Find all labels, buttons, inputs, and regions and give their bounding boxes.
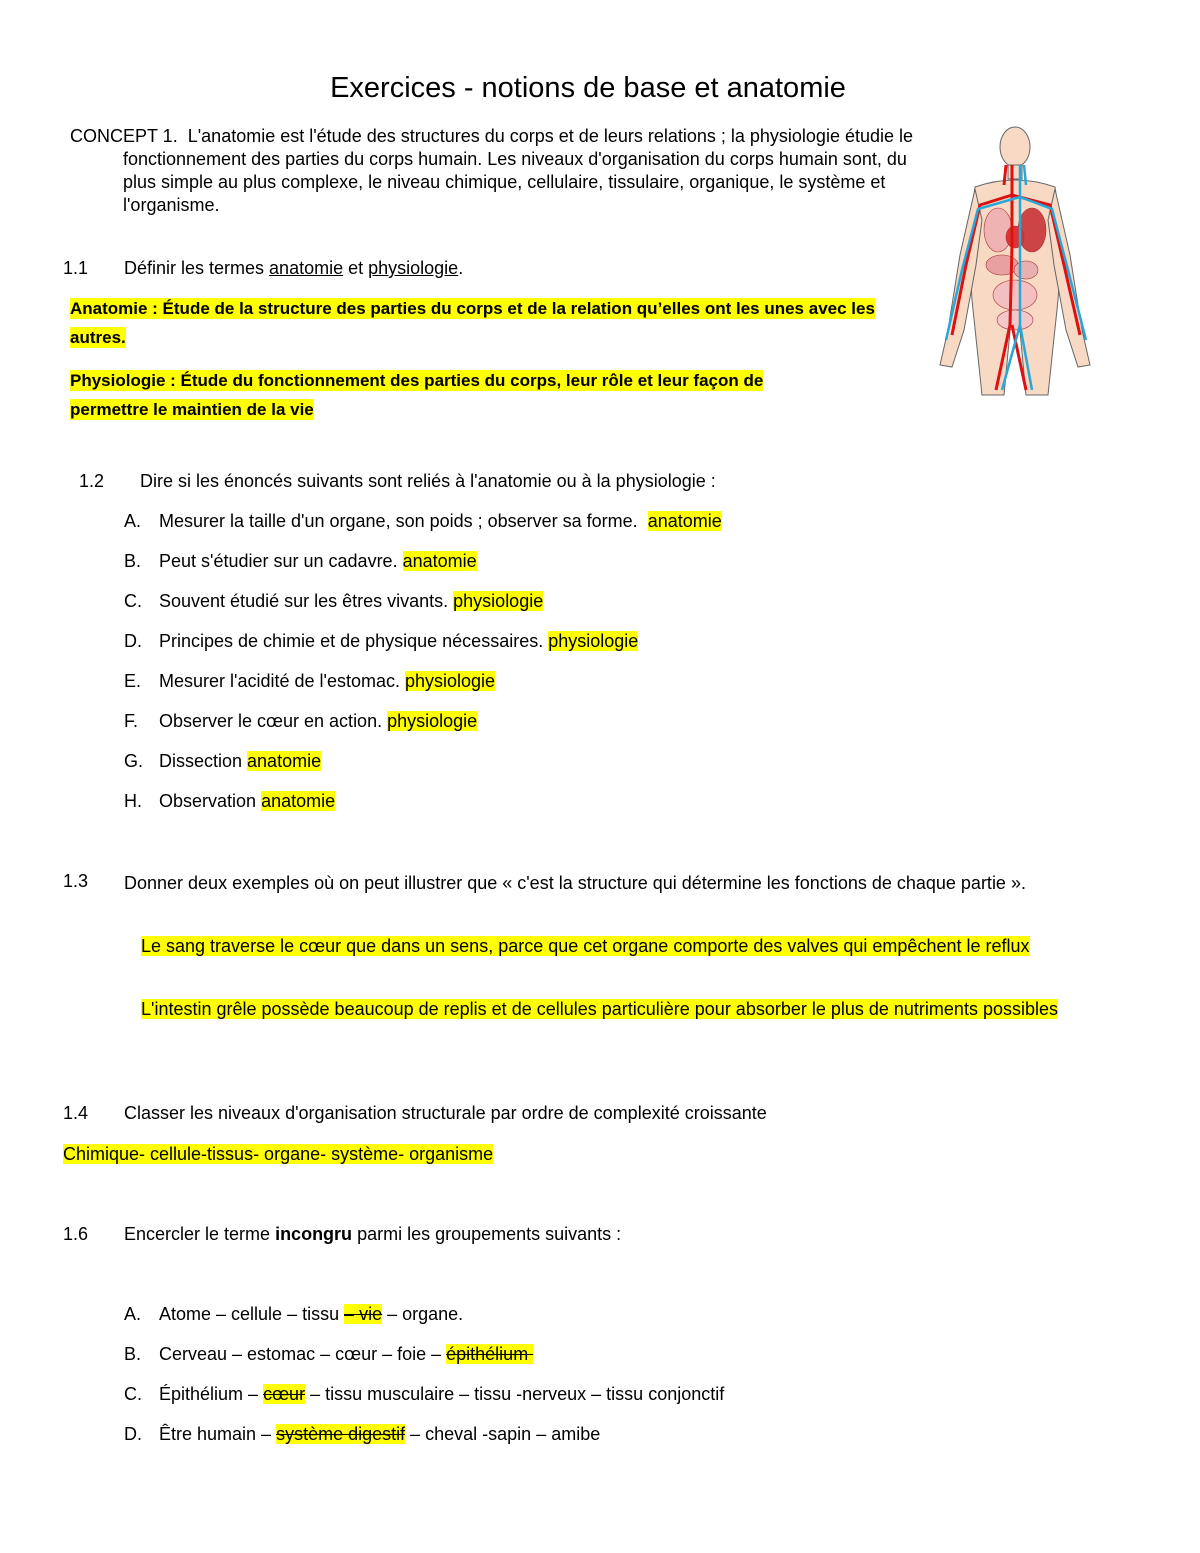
group-text: – organe. — [382, 1304, 464, 1324]
human-circulatory-system-icon — [930, 125, 1100, 400]
list-item-letter: E. — [124, 671, 142, 691]
answer-1-3-b — [141, 997, 1071, 1022]
question-1-2-number: 1.2 — [79, 471, 105, 491]
keyword-incongru: incongru — [275, 1224, 353, 1244]
question-1-4-text: Classer les niveaux d'organisation structurale par ordre de complexité croissante — [124, 1103, 767, 1123]
question-1-3-text: Donner deux exemples où on peut illustrer que « c'est la structure qui détermine les fonctions de chaque partie ». — [124, 873, 1026, 893]
list-item — [159, 551, 477, 572]
list-item-letter: A. — [124, 511, 142, 531]
statement-text: Mesurer la taille d'un organe, son poids ; observer sa forme. — [159, 511, 648, 531]
answer-highlight: physiologie — [548, 631, 639, 651]
group-text: Atome – cellule – tissu — [159, 1304, 345, 1324]
list-item — [159, 1424, 600, 1445]
statement-text: Peut s'étudier sur un cadavre. — [159, 551, 403, 571]
question-text: et — [343, 258, 369, 278]
struck-incongru-term: épithélium — [446, 1344, 534, 1364]
list-item — [159, 511, 722, 532]
statement-text: Observer le cœur en action. — [159, 711, 388, 731]
answer-highlight: physiologie — [404, 671, 496, 691]
list-item — [159, 631, 638, 652]
question-1-4-number: 1.4 — [63, 1103, 89, 1123]
group-text: Être humain – — [159, 1424, 277, 1444]
list-item — [159, 1344, 533, 1365]
question-1-6-text — [124, 1224, 621, 1245]
list-item-letter: D. — [124, 1424, 142, 1444]
struck-incongru-term: cœur — [263, 1384, 306, 1404]
statement-text: Observation — [159, 791, 262, 811]
list-item-letter: H. — [124, 791, 142, 811]
term-anatomie: anatomie — [269, 258, 344, 278]
group-text: Épithélium – — [159, 1384, 264, 1404]
question-1-3-number: 1.3 — [63, 871, 89, 891]
list-item-letter: G. — [124, 751, 144, 771]
concept-text: L'anatomie est l'étude des structures du corps et de leurs relations ; la physiologie étudie le fonctionnement des parties du corps humain. Les niveaux d'organisation du corps humain sont, du plus simple au plus complexe, le niveau chimique, cellulaire, tissulaire, organique, le système et l'organisme. — [123, 126, 914, 215]
term-physiologie: physiologie — [368, 258, 459, 278]
struck-incongru-term: système digestif — [276, 1424, 406, 1444]
concept-lead: CONCEPT 1. — [70, 126, 178, 146]
struck-incongru-term: – vie — [344, 1304, 383, 1324]
answer-anatomie — [70, 294, 920, 352]
list-item-letter: C. — [124, 591, 142, 611]
question-text: parmi les groupements suivants : — [352, 1224, 622, 1244]
answer-text: L'intestin grêle possède beaucoup de replis et de cellules particulière pour absorber le plus de nutriments possibles — [141, 999, 1058, 1019]
statement-text: Souvent étudié sur les êtres vivants. — [159, 591, 454, 611]
question-text: Encercler le terme — [124, 1224, 276, 1244]
statement-text: Mesurer l'acidité de l'estomac. — [159, 671, 405, 691]
answer-1-4 — [63, 1144, 493, 1165]
list-item-letter: D. — [124, 631, 142, 651]
list-item — [159, 711, 477, 732]
question-1-2-text: Dire si les énoncés suivants sont reliés à l'anatomie ou à la physiologie : — [140, 471, 716, 491]
question-text: . — [458, 258, 464, 278]
group-text: – cheval -sapin – amibe — [405, 1424, 601, 1444]
question-1-6-number: 1.6 — [63, 1224, 89, 1244]
list-item-letter: B. — [124, 551, 142, 571]
answer-highlight: physiologie — [453, 591, 544, 611]
list-item — [159, 1384, 724, 1405]
list-item-letter: A. — [124, 1304, 142, 1324]
answer-highlight: physiologie — [387, 711, 478, 731]
question-1-1 — [63, 258, 88, 279]
list-item — [159, 591, 543, 612]
answer-highlight: anatomie — [247, 751, 322, 771]
question-number: 1.1 — [63, 258, 89, 278]
list-item — [159, 671, 495, 692]
answer-1-3-a — [141, 934, 1071, 959]
answer-highlight: anatomie — [647, 511, 722, 531]
list-item — [159, 1304, 463, 1325]
list-item — [159, 791, 335, 812]
list-item-letter: F. — [124, 711, 139, 731]
concept-paragraph — [70, 125, 915, 217]
question-1-1-text — [124, 258, 463, 279]
list-item — [159, 751, 321, 772]
question-text: Définir les termes — [124, 258, 270, 278]
answer-text: Anatomie : Étude de la structure des parties du corps et de la relation qu’elles ont les unes avec les autres. — [70, 299, 875, 347]
list-item-letter: B. — [124, 1344, 142, 1364]
page-title: Exercices - notions de base et anatomie — [330, 72, 846, 104]
answer-highlight: anatomie — [402, 551, 477, 571]
answer-highlight: anatomie — [261, 791, 336, 811]
group-text: – tissu musculaire – tissu -nerveux – tissu conjonctif — [305, 1384, 725, 1404]
answer-physiologie — [70, 366, 840, 424]
answer-text: Physiologie : Étude du fonctionnement des parties du corps, leur rôle et leur façon de permettre le maintien de la vie — [70, 371, 764, 419]
answer-text: Le sang traverse le cœur que dans un sens, parce que cet organe comporte des valves qui empêchent le reflux — [141, 936, 1030, 956]
list-item-letter: C. — [124, 1384, 142, 1404]
group-text: Cerveau – estomac – cœur – foie – — [159, 1344, 447, 1364]
answer-text: Chimique- cellule-tissus- organe- système- organisme — [63, 1144, 494, 1164]
statement-text: Principes de chimie et de physique nécessaires. — [159, 631, 549, 651]
statement-text: Dissection — [159, 751, 248, 771]
